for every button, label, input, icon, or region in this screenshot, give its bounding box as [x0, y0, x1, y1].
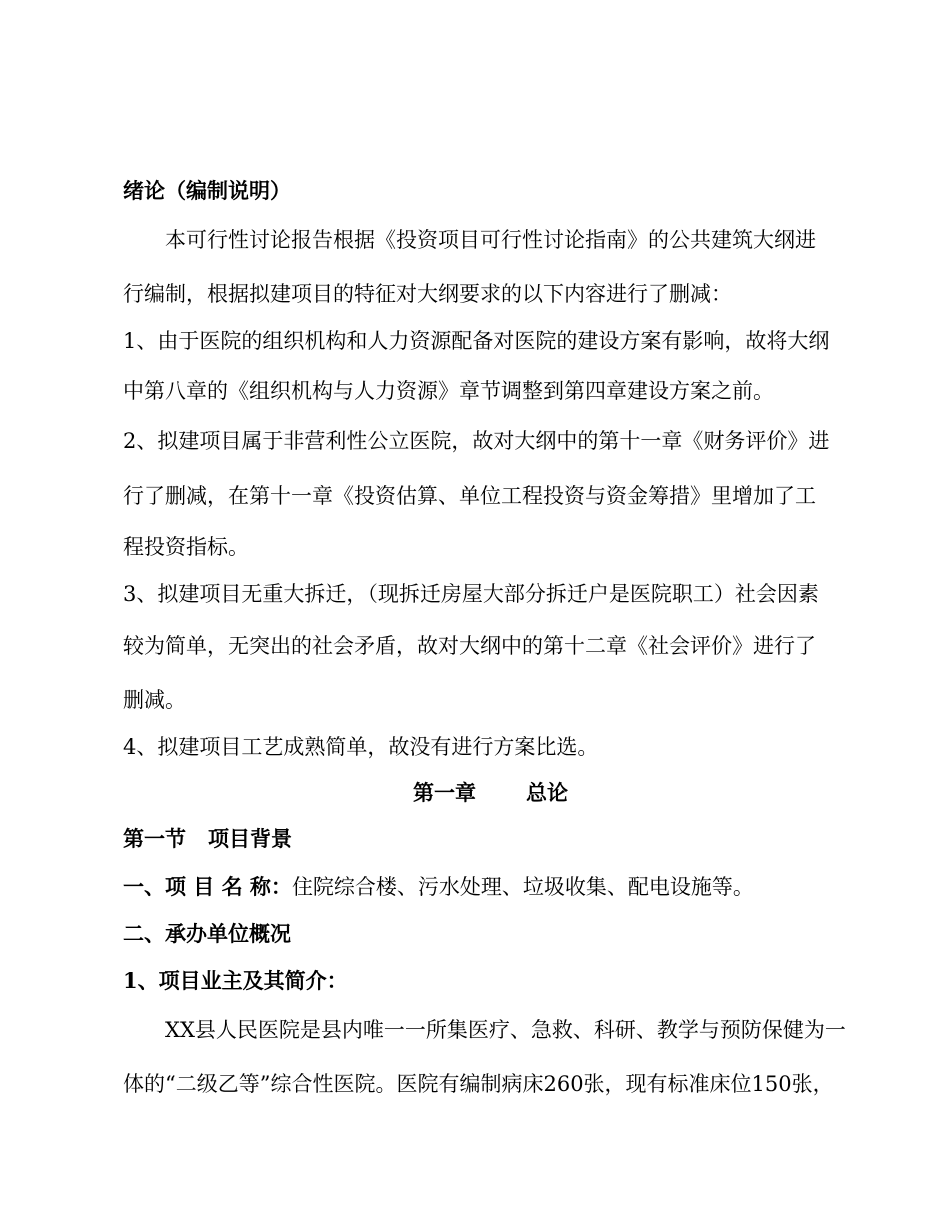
section-heading — [123, 825, 883, 853]
chapter-title: 总论 — [526, 780, 568, 805]
preface-item-3-line: 删减。 — [123, 688, 186, 712]
preface-item-4-line: 4、拟建项目工艺成熟简单，故没有进行方案比选。 — [123, 735, 599, 759]
project-name-line — [123, 873, 883, 901]
section-number: 第一节 — [123, 826, 186, 851]
owner-intro-line: 体的“二级乙等”综合性医院。医院有编制病床260张，现有标准床位150张， — [123, 1072, 834, 1096]
owner-intro-line: XX县人民医院是县内唯一一所集医疗、急救、科研、教学与预防保健为一 — [165, 1018, 846, 1042]
chapter-heading — [123, 779, 858, 807]
section-title: 项目背景 — [208, 826, 292, 851]
preface-intro-line: 本可行性讨论报告根据《投资项目可行性讨论指南》的公共建筑大纲进 — [165, 228, 816, 252]
preface-item-1-line: 1、由于医院的组织机构和人力资源配备对医院的建设方案有影响，故将大纲 — [123, 329, 830, 353]
preface-item-1-line: 中第八章的《组织机构与人力资源》章节调整到第四章建设方案之前。 — [123, 379, 774, 403]
preface-item-2-line: 2、拟建项目属于非营利性公立医院，故对大纲中的第十一章《财务评价》进 — [123, 429, 830, 453]
chapter-number: 第一章 — [413, 780, 476, 805]
project-name-label: 一、项 目 名 称： — [123, 874, 292, 899]
preface-item-3-line: 3、拟建项目无重大拆迁，（现拆迁房屋大部分拆迁户是医院职工）社会因素 — [123, 582, 819, 606]
owner-intro-heading: 1、项目业主及其简介： — [123, 968, 348, 993]
preface-item-2-line: 行了删减，在第十一章《投资估算、单位工程投资与资金筹措》里增加了工 — [123, 484, 816, 508]
preface-item-2-line: 程投资指标。 — [123, 535, 249, 559]
unit-overview-heading: 二、承办单位概况 — [123, 921, 291, 946]
preface-item-3-line: 较为简单，无突出的社会矛盾，故对大纲中的第十二章《社会评价》进行了 — [123, 634, 816, 658]
preface-intro-line: 行编制，根据拟建项目的特征对大纲要求的以下内容进行了删减： — [123, 282, 732, 306]
project-name-value: 住院综合楼、污水处理、垃圾收集、配电设施等。 — [291, 875, 754, 899]
preface-heading: 绪论（编制说明） — [123, 178, 291, 203]
